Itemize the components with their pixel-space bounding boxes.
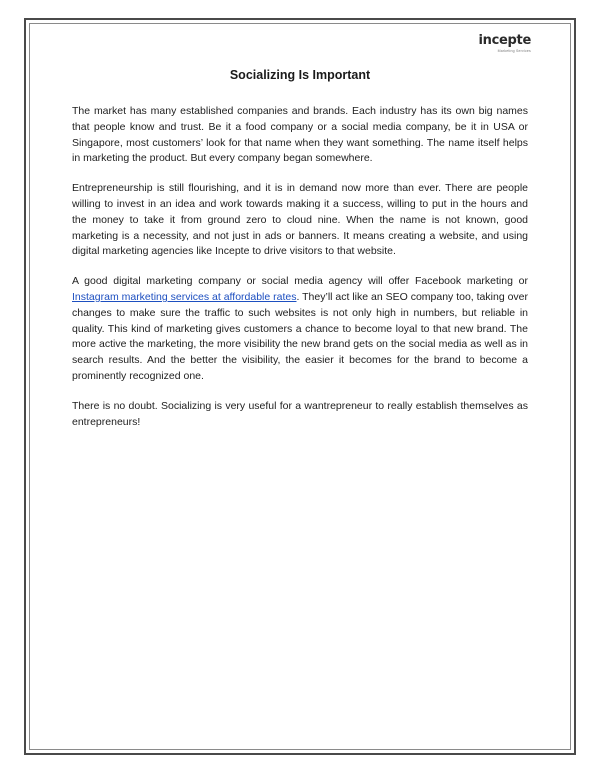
incepte-logo: [479, 34, 531, 53]
instagram-marketing-link[interactable]: Instagram marketing services at affordable rates: [72, 290, 297, 303]
logo-wordmark: incepte: [478, 33, 531, 48]
paragraph-1: The market has many established companies and brands. Each industry has its own big names that people know and trust. Be it a food company or a social media company, be it in USA or Singapore, most customers’ look for that name when they want something. The name itself helps in marketing the product. But every company began somewhere.: [72, 105, 528, 165]
paragraph-2: Entrepreneurship is still flourishing, and it is in demand now more than ever. There are people willing to invest in an idea and work towards making it a success, willing to put in the hours and the money to take it from ground zero to cloud nine. When the name is not known, good marketing is a necessity, and not just in ads or banners. It means creating a website, and using digital marketing agencies like Incepte to drive visitors to that website.: [72, 182, 528, 258]
paragraph-4: There is no doubt. Socializing is very useful for a wantrepreneur to really establish themselves as entrepreneurs!: [72, 399, 528, 428]
paragraph-3-before-link: A good digital marketing company or social media agency will offer Facebook marketing or: [72, 275, 528, 288]
paragraph-3-after-link: . They’ll act like an SEO company too, taking over changes to make sure the traffic to such websites is not only high in numbers, but reliable in quality. This kind of marketing gives customers a chance to become loyal to that new brand. The more active the marketing, the more visibility the new brand gets on the social media as well as in search results. And the better the visibility, the easier it becomes for the brand to become a prominently recognized one.: [72, 290, 529, 382]
document-title: Socializing Is Important: [229, 68, 371, 82]
logo-tagline: Marketing Services: [497, 49, 531, 53]
document-body: [72, 104, 528, 444]
paragraph-3: [72, 274, 528, 385]
